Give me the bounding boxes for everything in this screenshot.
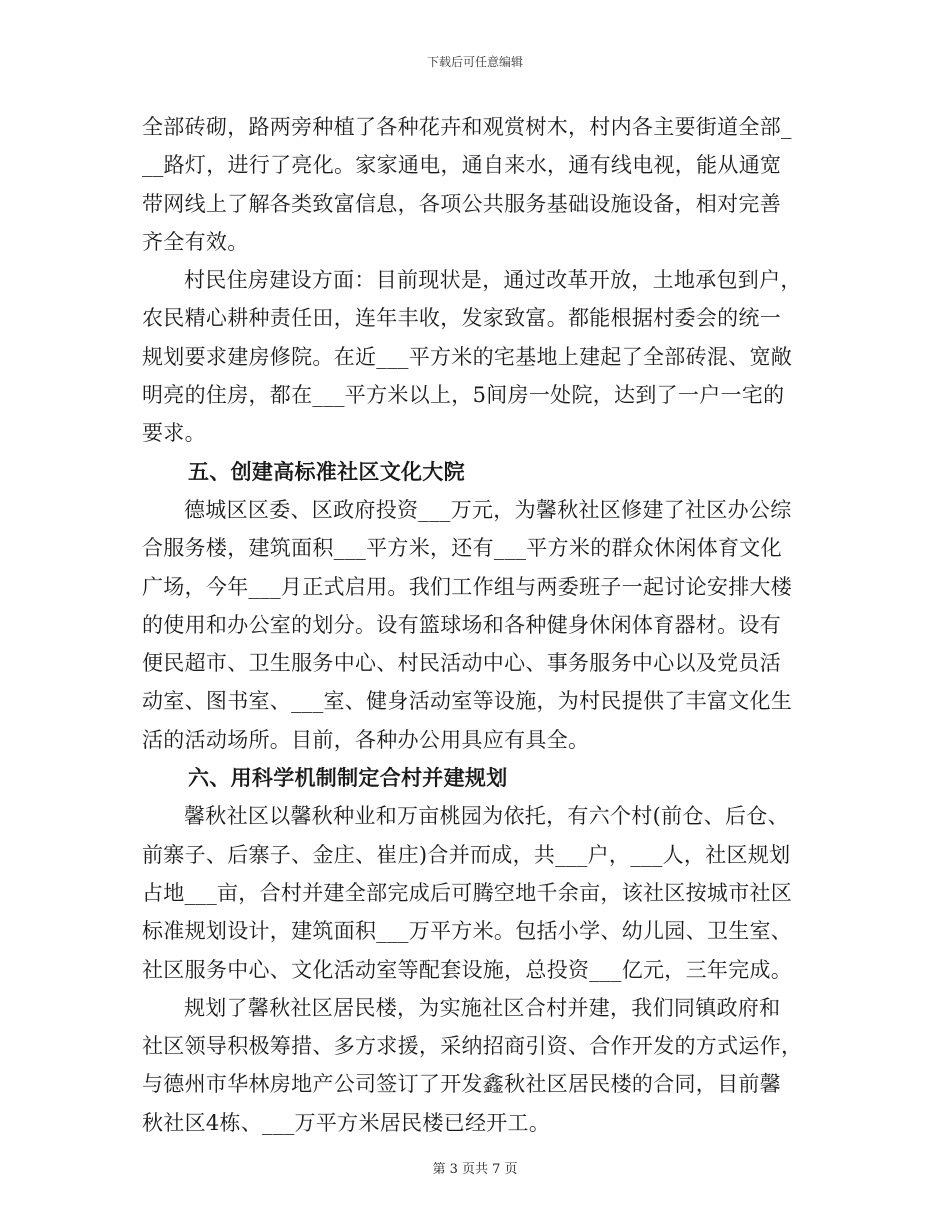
text-line: 明亮的住房，都在___平方米以上，5间房一处院，达到了一户一宅的 — [142, 383, 785, 408]
document-body — [142, 108, 810, 1142]
text-line: 合服务楼，建筑面积___平方米，还有___平方米的群众休闲体育文化 — [142, 536, 782, 561]
text-line: 齐全有效。 — [142, 229, 249, 254]
text-line: 标准规划设计，建筑面积___万平方米。包括小学、幼儿园、卫生室、 — [142, 919, 793, 944]
text-line: 农民精心耕种责任田，连年丰收，发家致富。都能根据村委会的统一 — [142, 306, 781, 331]
text-line: 全部砖砌，路两旁种植了各种花卉和观赏树木，村内各主要街道全部_ — [142, 115, 792, 139]
text-line: 规划要求建房修院。在近___平方米的宅基地上建起了全部砖混、宽敞 — [142, 344, 793, 369]
text-line: __路灯，进行了亮化。家家通电，通自来水，通有线电视，能从通宽 — [142, 153, 782, 178]
text-line: 德城区区委、区政府投资___万元，为馨秋社区修建了社区办公综 — [184, 497, 792, 522]
text-line: 社区服务中心、文化活动室等配套设施，总投资___亿元，三年完成。 — [142, 957, 793, 982]
section-heading: 五、创建高标准社区文化大院 — [188, 458, 465, 484]
text-line: 便民超市、卫生服务中心、村民活动中心、事务服务中心以及党员活 — [142, 651, 781, 676]
text-line: 社区领导积极筹措、多方求援，采纳招商引资、合作开发的方式运作， — [142, 1034, 803, 1059]
text-line: 要求。 — [142, 421, 206, 446]
text-line: 活的活动场所。目前，各种办公用具应有具全。 — [142, 727, 590, 752]
text-line: 馨秋社区以馨秋种业和万亩桃园为依托，有六个村(前仓、后仓、 — [184, 804, 789, 829]
text-line: 广场，今年___月正式启用。我们工作组与两委班子一起讨论安排大楼 — [142, 574, 793, 599]
section-heading: 六、用科学机制制定合村并建规划 — [188, 765, 508, 791]
page-footer: 第 3 页共 7 页 — [432, 1162, 518, 1177]
text-line: 占地___亩，合村并建全部完成后可腾空地千余亩，该社区按城市社区 — [142, 880, 793, 905]
text-line: 的使用和办公室的划分。设有篮球场和各种健身休闲体育器材。设有 — [142, 612, 781, 637]
text-line: 动室、图书室、___室、健身活动室等设施，为村民提供了丰富文化生 — [142, 689, 793, 714]
text-line: 带网线上了解各类致富信息，各项公共服务基础设施设备，相对完善 — [142, 191, 781, 216]
text-line: 村民住房建设方面：目前现状是，通过改革开放，土地承包到户， — [184, 268, 802, 293]
text-line: 与德州市华林房地产公司签订了开发鑫秋社区居民楼的合同，目前馨 — [142, 1072, 781, 1097]
page-header: 下载后可任意编辑 — [426, 55, 523, 69]
text-line: 规划了馨秋社区居民楼，为实施社区合村并建，我们同镇政府和 — [184, 995, 781, 1020]
text-line: 秋社区4栋、___万平方米居民楼已经开工。 — [142, 1110, 551, 1135]
text-line: 前寨子、后寨子、金庄、崔庄)合并而成，共___户，___人，社区规划 — [142, 842, 791, 867]
